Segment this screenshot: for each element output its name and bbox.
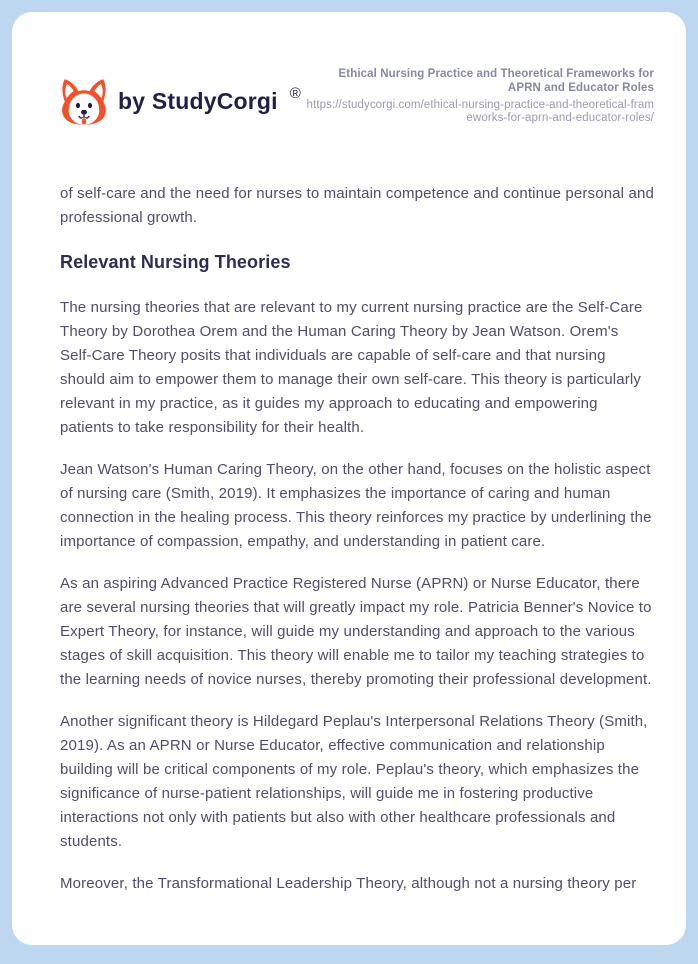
document-card (12, 12, 686, 945)
document-url-link[interactable]: https://studycorgi.com/ethical-nursing-practice-and-theoretical-frameworks-for-aprn-and-educator-roles/ (306, 99, 654, 124)
document-title: Ethical Nursing Practice and Theoretical Frameworks for APRN and Educator Roles (338, 68, 654, 94)
paragraph-trailing-fragment: Moreover, the Transformational Leadership Theory, although not a nursing theory per (60, 875, 637, 892)
section-heading: Relevant Nursing Theories (60, 252, 291, 272)
paragraph-intro-fragment: of self-care and the need for nurses to maintain competence and continue personal and professional growth. (60, 185, 654, 226)
document-header (60, 67, 654, 130)
registered-trademark-icon: ® (289, 85, 301, 102)
document-body (60, 130, 654, 896)
brand-logo (60, 73, 301, 130)
title-block (304, 67, 654, 125)
paragraph: As an aspiring Advanced Practice Registered Nurse (APRN) or Nurse Educator, there are several nursing theories that will greatly impact my role. Patricia Benner's Novice to Expert Theory, for instance, will guide my understanding and approach to the various stages of skill acquisition. This theory will enable me to tailor my teaching strategies to the learning needs of novice nurses, thereby promoting their professional development. (60, 575, 652, 688)
brand-name: by StudyCorgi (118, 88, 278, 114)
paragraph: Jean Watson's Human Caring Theory, on the other hand, focuses on the holistic aspect of nursing care (Smith, 2019). It emphasizes the importance of caring and human connection in the healing process. This theory reinforces my practice by underlining the importance of compassion, empathy, and understanding in patient care. (60, 461, 652, 550)
corgi-icon (60, 73, 108, 130)
paragraph: Another significant theory is Hildegard Peplau's Interpersonal Relations Theory (Smith, 2019). As an APRN or Nurse Educator, effective communication and relationship building will be critical components of my role. Peplau's theory, which emphasizes the significance of nurse-patient relationships, will guide me in fostering productive interactions not only with patients but also with other healthcare professionals and students. (60, 713, 648, 850)
paragraph: The nursing theories that are relevant to my current nursing practice are the Self-Care Theory by Dorothea Orem and the Human Caring Theory by Jean Watson. Orem's Self-Care Theory posits that individuals are capable of self-care and that nursing should aim to empower them to manage their own self-care. This theory is particularly relevant in my practice, as it guides my approach to educating and empowering patients to take responsibility for their health. (60, 299, 643, 436)
